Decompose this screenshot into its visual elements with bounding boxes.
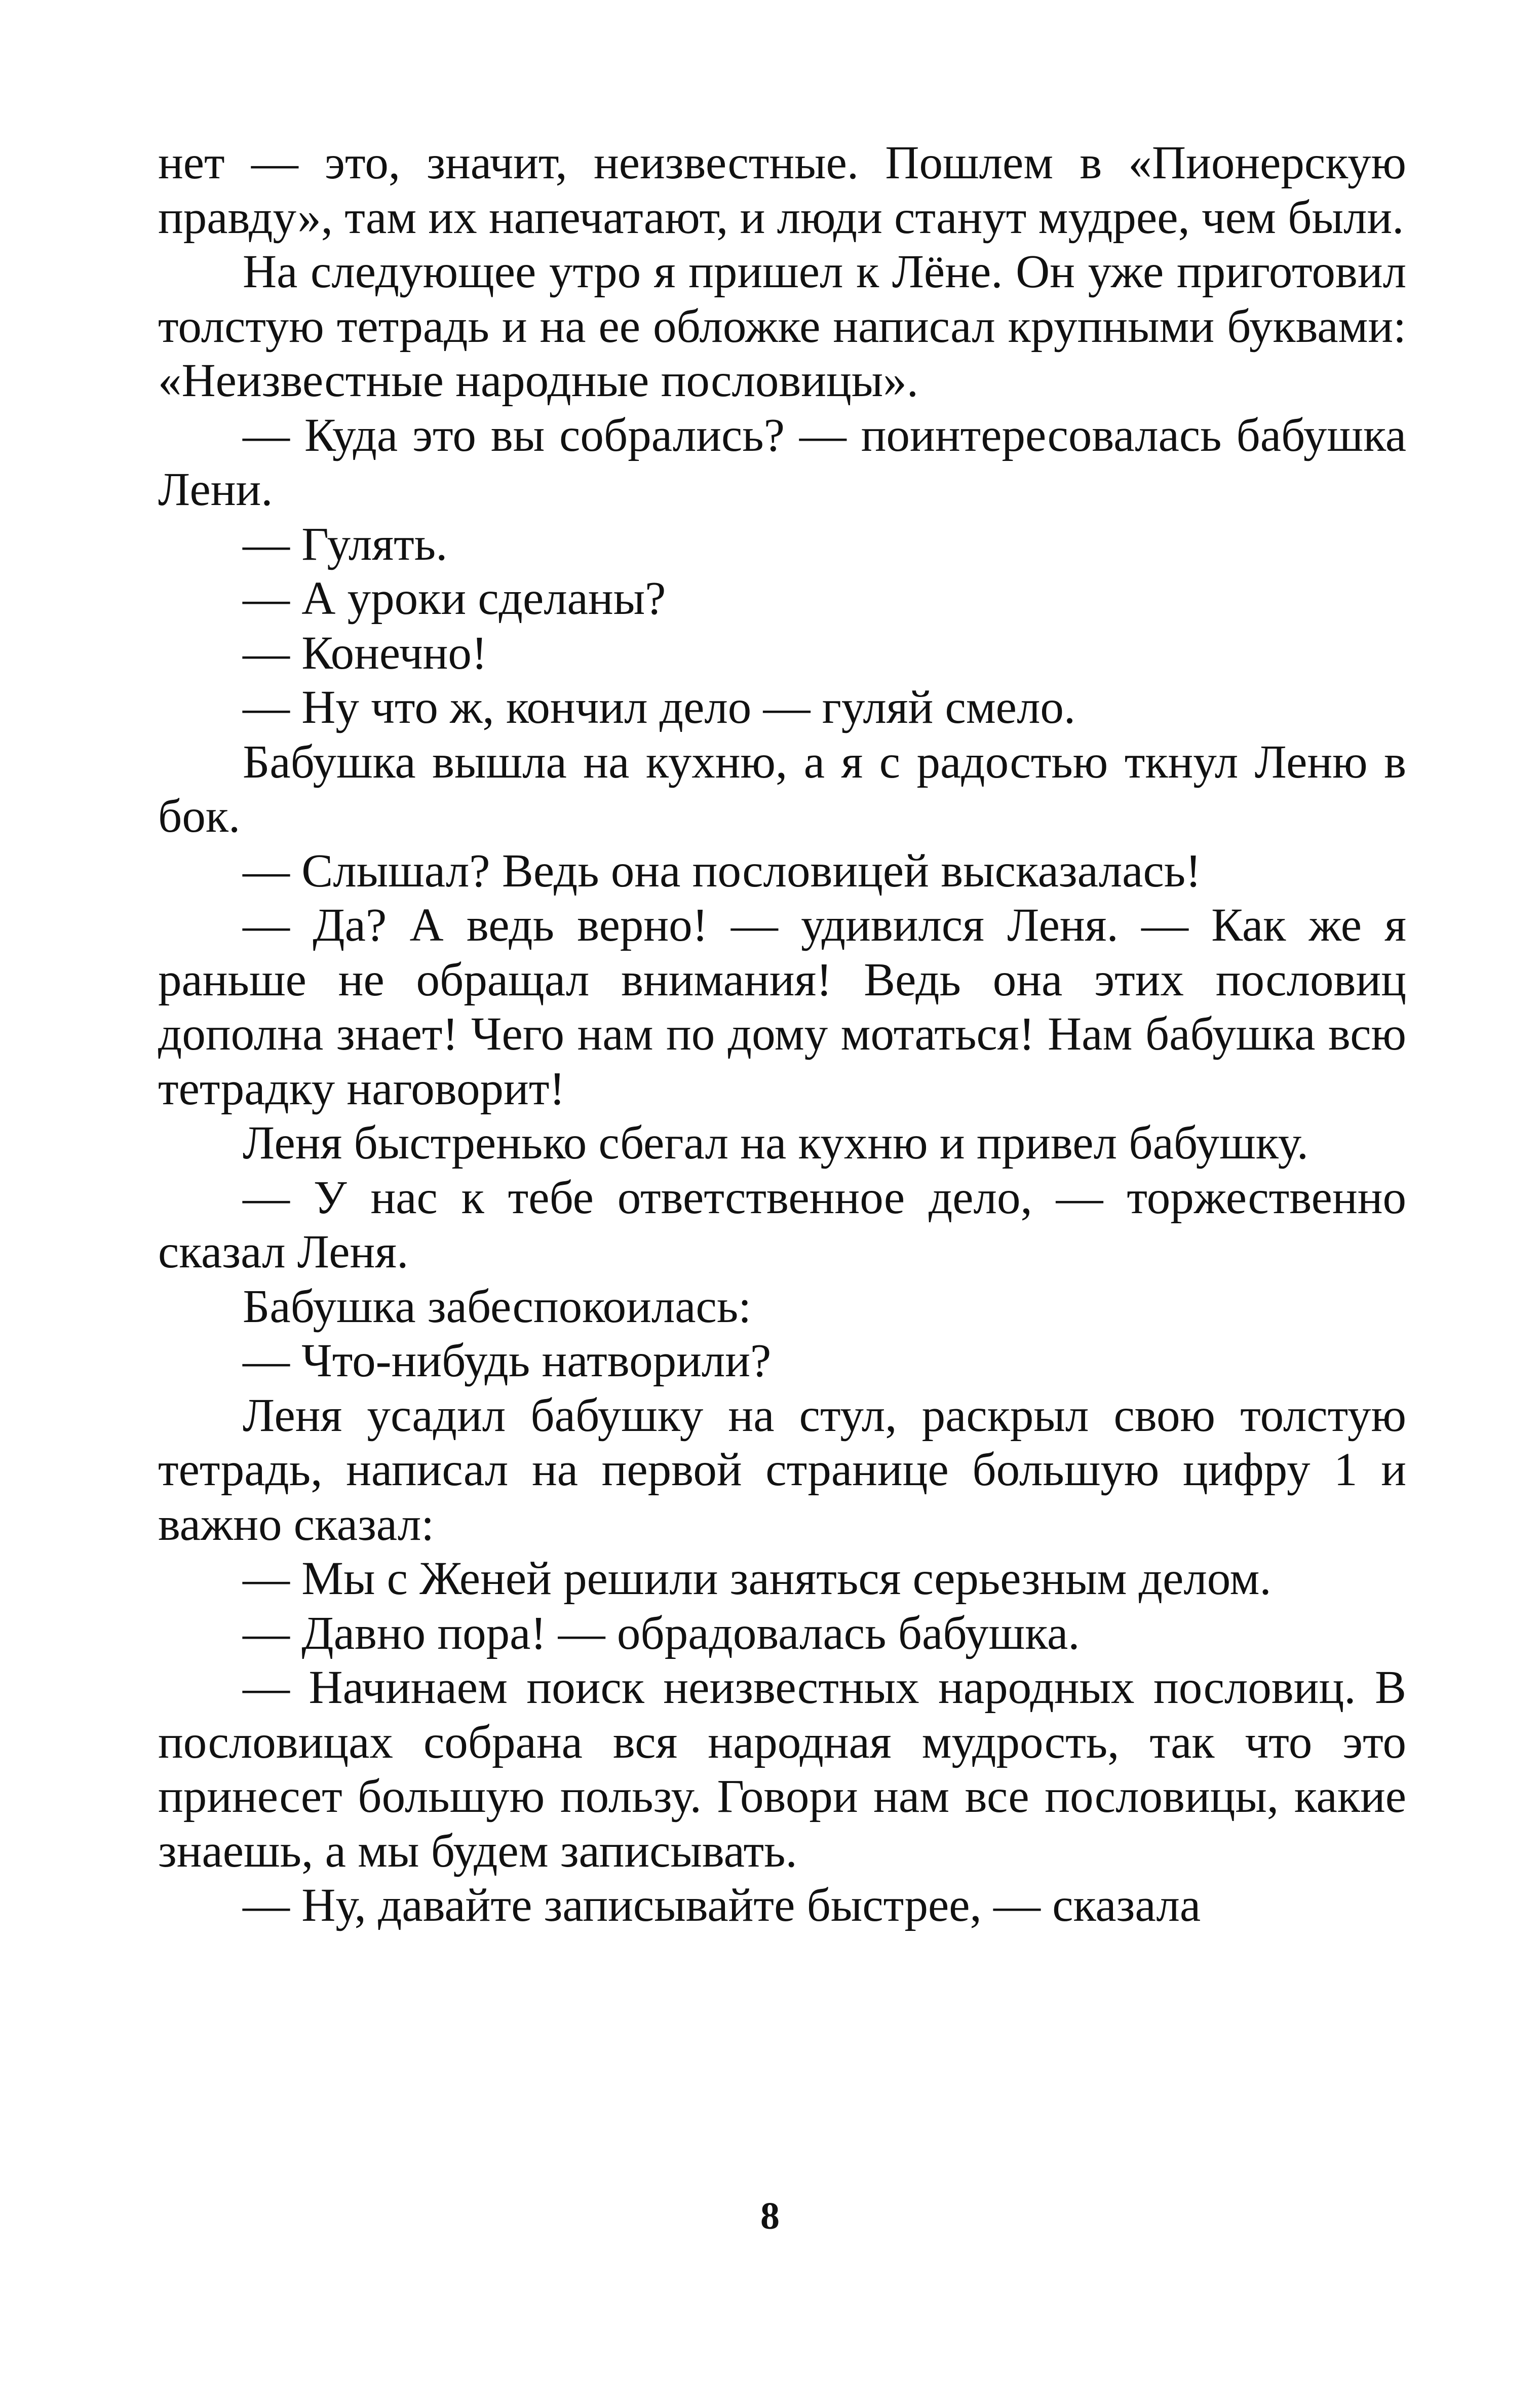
paragraph: На следующее утро я пришел к Лёне. Он уже приготовил толстую тетрадь и на ее обложке написал крупными буквами: «Неизвестные народные пословицы». bbox=[158, 246, 1406, 407]
paragraph: — Ну, давайте записывайте быстрее, — сказала bbox=[243, 1879, 1201, 1931]
paragraph: — Слышал? Ведь она пословицей высказалась! bbox=[243, 844, 1202, 897]
paragraph: — Конечно! bbox=[243, 627, 487, 679]
paragraph: Бабушка вышла на кухню, а я с радостью ткнул Леню в бок. bbox=[158, 735, 1406, 842]
paragraph: Леня быстренько сбегал на кухню и привел бабушку. bbox=[243, 1117, 1309, 1169]
paragraph: — Да? А ведь верно! — удивился Леня. — Как же я раньше не обращал внимания! Ведь она этих пословиц дополна знает! Чего нам по дому мотаться! Нам бабушка всю тетрадку наговорит! bbox=[158, 899, 1406, 1115]
paragraph: — Начинаем поиск неизвестных народных пословиц. В пословицах собрана вся народная мудрость, так что это принесет большую пользу. Говори нам все пословицы, какие знаешь, а мы будем записывать. bbox=[158, 1661, 1406, 1877]
page-number: 8 bbox=[760, 2195, 780, 2237]
paragraph: — У нас к тебе ответственное дело, — торжественно сказал Леня. bbox=[158, 1171, 1406, 1278]
paragraph: Леня усадил бабушку на стул, раскрыл свою толстую тетрадь, написал на первой странице большую цифру 1 и важно сказал: bbox=[158, 1389, 1406, 1551]
paragraph: — Куда это вы собрались? — поинтересовалась бабушка Лени. bbox=[158, 409, 1406, 516]
paragraph: — Ну что ж, кончил дело — гуляй смело. bbox=[243, 681, 1076, 733]
paragraph: нет — это, значит, неизвестные. Пошлем в «Пионерскую правду», там их напечатают, и люди станут мудрее, чем были. bbox=[158, 137, 1406, 244]
paragraph: — Мы с Женей решили заняться серьезным делом. bbox=[243, 1553, 1272, 1605]
paragraph: — Что-нибудь натворили? bbox=[243, 1335, 772, 1387]
paragraph: Бабушка забеспокоилась: bbox=[243, 1280, 752, 1333]
paragraph: — А уроки сделаны? bbox=[243, 572, 666, 625]
page-text bbox=[158, 136, 1406, 1933]
paragraph: — Гулять. bbox=[243, 518, 448, 570]
paragraph: — Давно пора! — обрадовалась бабушка. bbox=[243, 1607, 1080, 1659]
